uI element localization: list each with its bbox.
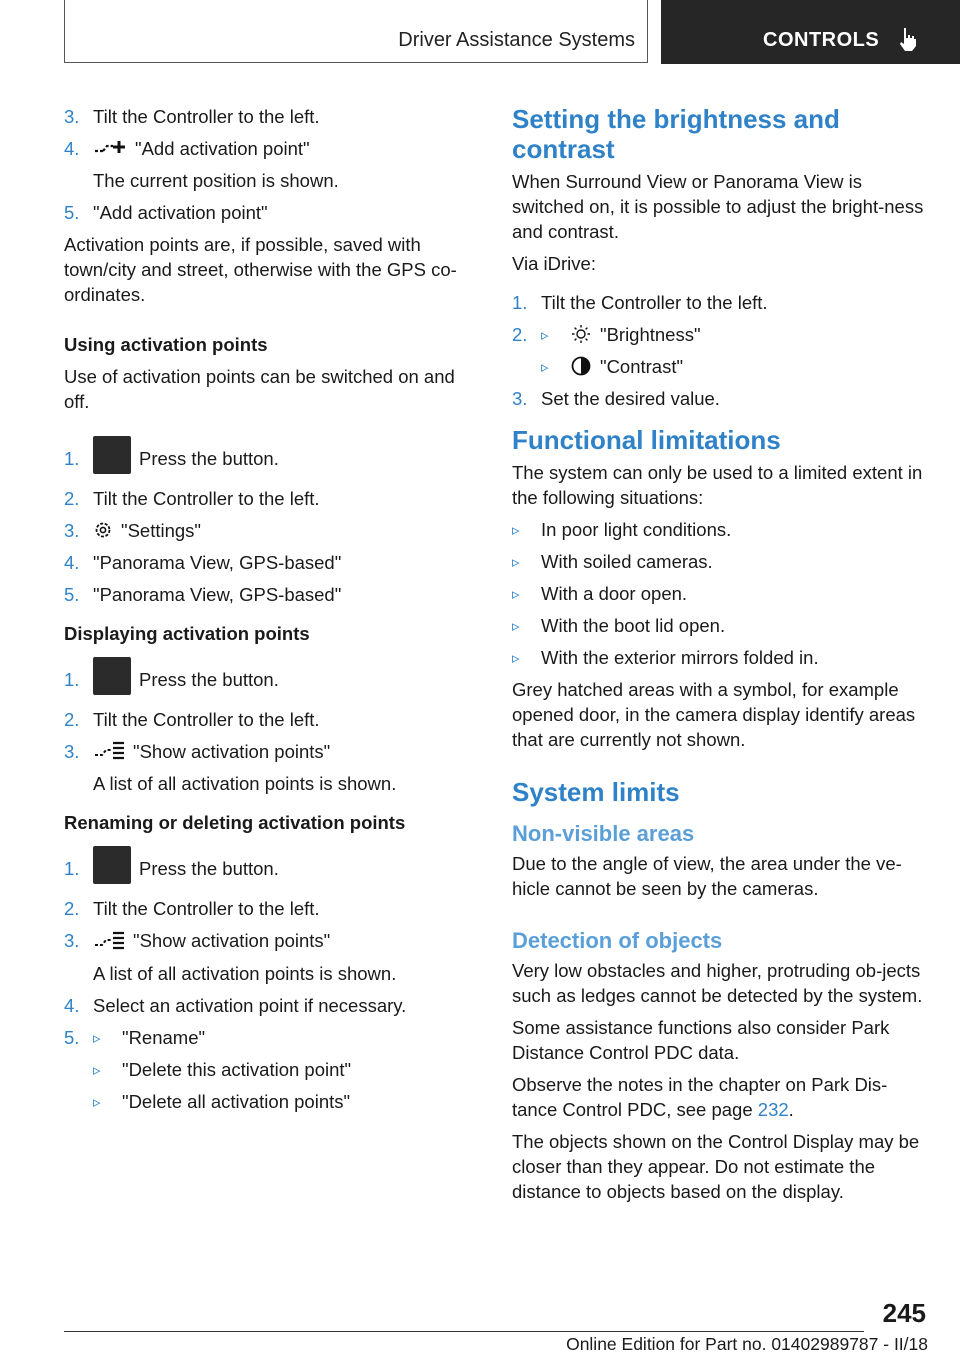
subheading: Using activation points	[64, 334, 268, 355]
list-item: 1. Tilt the Controller to the left.	[512, 292, 768, 313]
gear-icon	[93, 520, 113, 540]
paragraph: The system can only be used to a limited extent in the following situations:	[512, 462, 923, 509]
list-item: 2. Tilt the Controller to the left.	[64, 488, 320, 510]
camera-button-icon[interactable]	[93, 846, 131, 884]
contrast-icon	[570, 355, 592, 377]
paragraph: Use of activation points can be switched on and off.	[64, 366, 455, 412]
paragraph: Observe the notes in the chapter on Park Dis‐tance Control PDC, see page 232.	[512, 1074, 888, 1121]
header-title: Driver Assistance Systems	[398, 29, 635, 51]
list-item: 3. Set the desired value.	[512, 388, 720, 410]
footer-divider	[64, 1331, 864, 1332]
paragraph: The objects shown on the Control Display may be closer than they appear. Do not estimate the distance to objects based on the display.	[512, 1131, 920, 1203]
paragraph: Due to the angle of view, the area under the ve‐hicle cannot be seen by the cameras.	[512, 853, 902, 900]
sub-list-item: ▹ "Rename"	[93, 1026, 206, 1048]
list-item: ▹ With a door open.	[512, 583, 688, 605]
list-item: 3. "Show activation points" A list of all activation points is shown.	[64, 930, 397, 984]
list-item: ▹ In poor light conditions.	[512, 519, 732, 541]
subheading: Displaying activation points	[64, 623, 310, 645]
list-item: 1. Press the button.	[64, 439, 472, 479]
list-item: 2. ▹ "Brightness"	[512, 322, 928, 347]
list-item: 4. "Add activation point" The current position is shown.	[64, 138, 339, 191]
list-item: ▹ With soiled cameras.	[512, 551, 713, 573]
show-activation-points-icon	[93, 740, 125, 762]
footer-edition: Online Edition for Part no. 01402989787 - II/18	[566, 1334, 928, 1354]
list-item	[512, 354, 928, 379]
list-item: 3. Tilt the Controller to the left.	[64, 106, 320, 127]
subsection-heading: Non-visible areas	[512, 821, 695, 847]
paragraph: Via iDrive:	[512, 253, 596, 274]
camera-button-icon[interactable]	[93, 657, 131, 695]
subsection-heading: Detection of objects	[512, 928, 723, 954]
list-item: 4. "Panorama View, GPS-based"	[64, 552, 342, 574]
paragraph: When Surround View or Panorama View is switched on, it is possible to adjust the bright‐ness and contrast.	[512, 171, 924, 242]
list-item: 1. Press the button.	[64, 849, 472, 889]
camera-button-icon[interactable]	[93, 436, 131, 474]
header-section-box	[661, 0, 960, 64]
list-item: 4. Select an activation point if necessary.	[64, 994, 407, 1016]
section-heading: Setting the brightness and contrast	[512, 104, 840, 164]
list-item: 2. Tilt the Controller to the left.	[64, 709, 320, 731]
paragraph: Some assistance functions also consider Park Distance Control PDC data.	[512, 1017, 890, 1064]
sub-list-item: ▹ "Brightness"	[541, 324, 701, 345]
sub-list-item: ▹ "Delete this activation point"	[93, 1058, 352, 1080]
list-item: ▹ With the boot lid open.	[512, 615, 726, 637]
list-item: 5. "Add activation point"	[64, 202, 268, 223]
add-activation-point-icon	[93, 138, 127, 158]
list-item	[64, 1057, 472, 1082]
right-column	[512, 104, 928, 1204]
section-heading: Functional limitations	[512, 425, 781, 456]
list-item	[64, 1089, 472, 1114]
show-activation-points-icon	[93, 930, 125, 952]
sub-list-item: ▹ "Delete all activation points"	[93, 1090, 351, 1112]
header-title-box	[64, 0, 648, 63]
brightness-icon	[570, 323, 592, 345]
list-item: 2. Tilt the Controller to the left.	[64, 898, 320, 920]
paragraph: Very low obstacles and higher, protruding ob‐jects such as ledges cannot be detected by the system.	[512, 960, 923, 1007]
touch-hand-icon	[897, 26, 919, 52]
header-section: CONTROLS	[763, 29, 880, 51]
list-item: 5. "Panorama View, GPS-based"	[64, 584, 342, 606]
list-item: 3. "Show activation points" A list of all activation points is shown.	[64, 741, 397, 795]
sub-list-item: ▹ "Contrast"	[541, 356, 684, 378]
list-item: ▹ With the exterior mirrors folded in.	[512, 647, 819, 669]
paragraph: Grey hatched areas with a symbol, for example opened door, in the camera display identify areas that are currently not shown.	[512, 679, 916, 751]
list-item: 3. "Settings"	[64, 520, 201, 542]
page-link[interactable]: 232	[757, 1099, 789, 1121]
page-number: 245	[882, 1298, 926, 1328]
paragraph: Activation points are, if possible, saved with town/city and street, otherwise with the GPS co‐ordinates.	[64, 234, 457, 305]
list-item: 5. ▹ "Rename"	[64, 1025, 472, 1050]
list-item: 1. Press the button.	[64, 660, 472, 700]
section-heading: System limits	[512, 777, 680, 808]
subheading: Renaming or deleting activation points	[64, 812, 406, 834]
left-column	[64, 104, 472, 1121]
